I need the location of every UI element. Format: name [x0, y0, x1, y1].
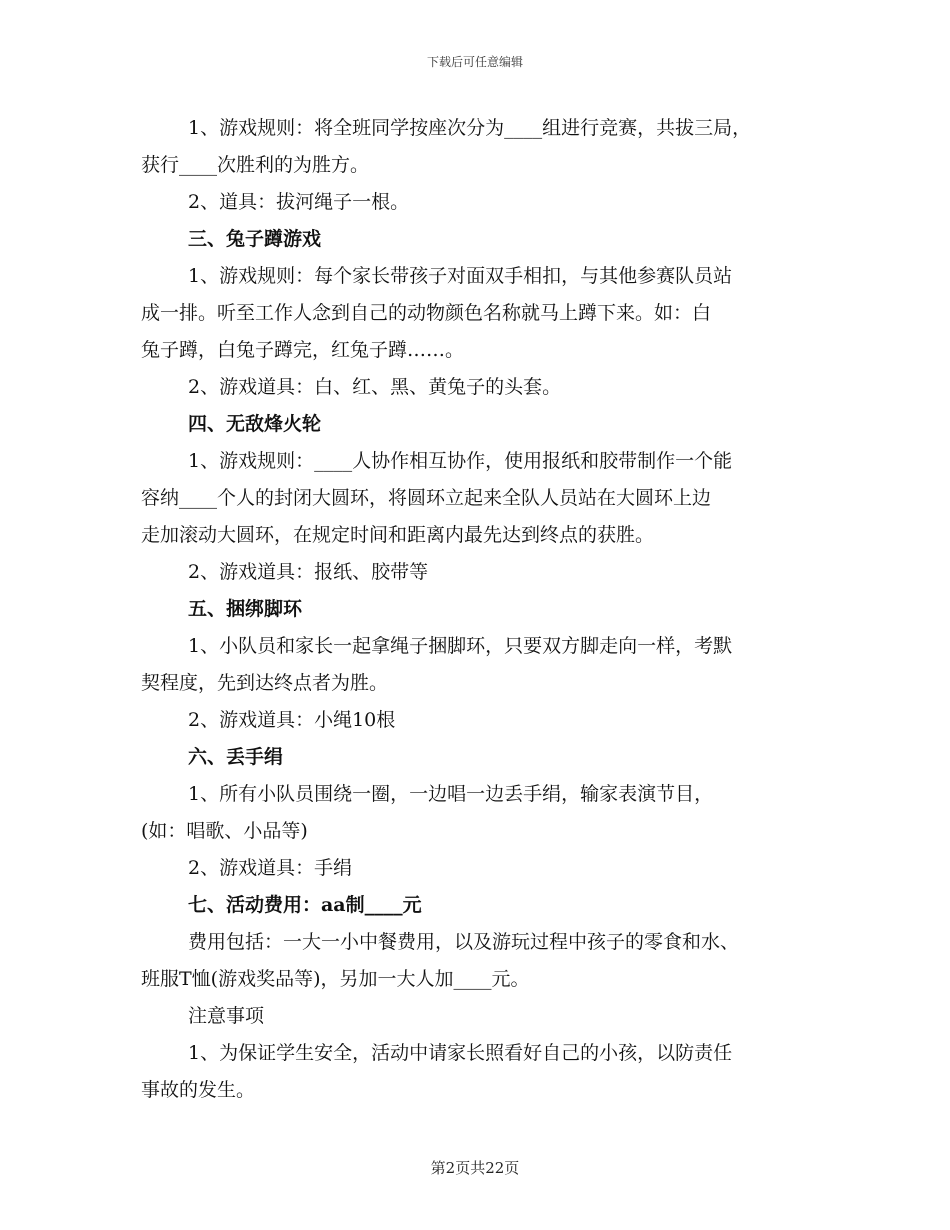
paragraph-line: 费用包括：一大一小中餐费用，以及游玩过程中孩子的零食和水、 [188, 931, 740, 953]
paragraph-line: (如：唱歌、小品等) [141, 820, 308, 842]
paragraph-line: 1、游戏规则：____人协作相互协作，使用报纸和胶带制作一个能 [188, 450, 733, 472]
paragraph-line: 2、道具：拔河绳子一根。 [188, 191, 410, 213]
paragraph-line: 班服T恤(游戏奖品等)，另加一大人加____元。 [141, 968, 530, 990]
page-header: 下载后可任意编辑 [426, 55, 523, 69]
paragraph-line: 1、游戏规则：每个家长带孩子对面双手相扣，与其他参赛队员站 [188, 265, 733, 287]
paragraph-line: 契程度，先到达终点者为胜。 [141, 672, 389, 694]
paragraph-line: 2、游戏道具：小绳10根 [188, 709, 396, 731]
paragraph-line: 事故的发生。 [141, 1079, 256, 1101]
paragraph-line: 成一排。听至工作人念到自己的动物颜色名称就马上蹲下来。如：白 [141, 302, 712, 324]
paragraph-line: 兔子蹲，白兔子蹲完，红兔子蹲……。 [141, 339, 465, 361]
paragraph-line: 1、为保证学生安全，活动中请家长照看好自己的小孩，以防责任 [188, 1042, 733, 1064]
section-heading: 六、丢手绢 [188, 746, 284, 768]
page-footer: 第2页共22页 [430, 1159, 520, 1177]
paragraph-line: 1、小队员和家长一起拿绳子捆脚环，只要双方脚走向一样，考默 [188, 635, 733, 657]
paragraph-line: 1、所有小队员围绕一圈，一边唱一边丢手绢，输家表演节目， [188, 783, 714, 805]
paragraph-line: 注意事项 [188, 1005, 265, 1027]
section-heading: 三、兔子蹲游戏 [188, 228, 322, 250]
section-heading: 七、活动费用：aa制____元 [188, 894, 422, 916]
section-heading: 四、无敌烽火轮 [188, 413, 322, 435]
paragraph-line: 2、游戏道具：手绢 [188, 857, 353, 879]
paragraph-line: 2、游戏道具：报纸、胶带等 [188, 561, 429, 583]
paragraph-line: 1、游戏规则：将全班同学按座次分为____组进行竞赛，共拔三局， [188, 117, 752, 139]
document-body [141, 110, 821, 1109]
paragraph-line: 获行____次胜利的为胜方。 [141, 154, 370, 176]
paragraph-line: 2、游戏道具：白、红、黑、黄兔子的头套。 [188, 376, 562, 398]
paragraph-line: 容纳____个人的封闭大圆环，将圆环立起来全队人员站在大圆环上边 [141, 487, 712, 509]
section-heading: 五、捆绑脚环 [188, 598, 303, 620]
paragraph-line: 走加滚动大圆环，在规定时间和距离内最先达到终点的获胜。 [141, 524, 655, 546]
